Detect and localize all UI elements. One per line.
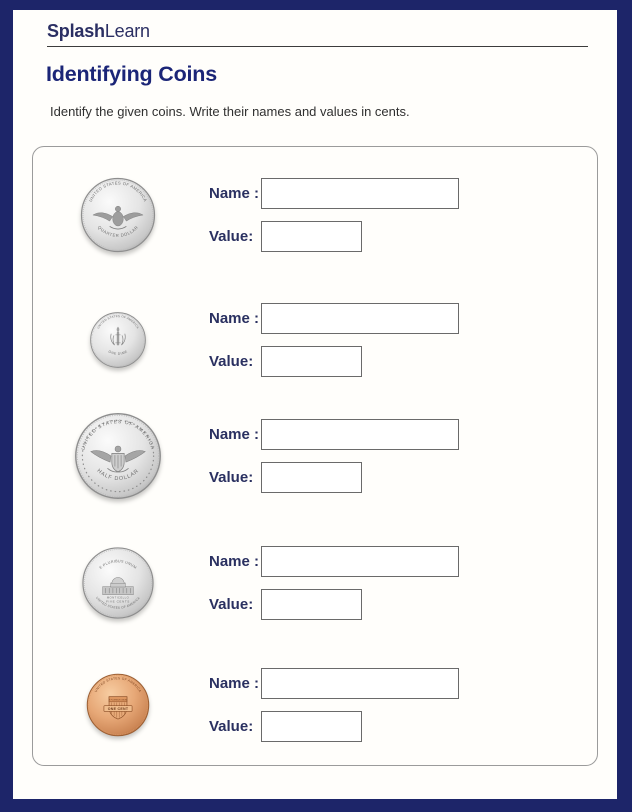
- instruction-text: Identify the given coins. Write their names and values in cents.: [50, 104, 410, 119]
- name-label: Name :: [209, 553, 260, 570]
- coin-inscription-bottom: ONE DIME: [107, 349, 129, 356]
- page-title: Identifying Coins: [46, 62, 217, 86]
- dime-coin-image: [90, 312, 147, 369]
- name-input[interactable]: [261, 178, 459, 209]
- coin-inscription-top: E PLURIBUS UNUM: [98, 559, 138, 570]
- questions-card: [32, 146, 598, 766]
- coin-inscription-top: UNITED STATES OF AMERICA: [96, 314, 140, 330]
- name-label: Name :: [209, 675, 260, 692]
- worksheet-page: [13, 10, 617, 799]
- coin-inscription-top: UNITED STATES OF AMERICA: [87, 180, 149, 203]
- answer-fields: [209, 303, 459, 377]
- answer-fields: [209, 178, 459, 252]
- coin-row-quarter: [33, 178, 597, 252]
- coin-inscription-bottom: QUARTER DOLLAR: [96, 224, 140, 238]
- value-input[interactable]: [261, 221, 362, 252]
- coin-inscription-bottom: UNITED STATES OF AMERICA: [95, 595, 141, 610]
- nickel-coin-image: [82, 547, 155, 620]
- name-label: Name :: [209, 426, 260, 443]
- quarter-coin-image: [80, 177, 156, 253]
- header-divider: [47, 46, 588, 47]
- penny-coin-image: [86, 673, 150, 737]
- answer-fields: [209, 546, 459, 620]
- name-input[interactable]: [261, 303, 459, 334]
- logo-learn-text: Learn: [104, 21, 150, 41]
- value-input[interactable]: [261, 346, 362, 377]
- coin-row-penny: [33, 668, 597, 742]
- value-label: Value:: [209, 596, 254, 613]
- name-input[interactable]: [261, 668, 459, 699]
- value-label: Value:: [209, 228, 254, 245]
- value-input[interactable]: [261, 711, 362, 742]
- name-label: Name :: [209, 310, 260, 327]
- value-label: Value:: [209, 718, 254, 735]
- coin-row-half-dollar: [33, 419, 597, 493]
- value-input[interactable]: [261, 589, 362, 620]
- coin-inscription-monticello: MONTICELLO: [106, 595, 130, 600]
- logo-splash-text: Splash: [47, 21, 105, 41]
- name-input[interactable]: [261, 546, 459, 577]
- value-label: Value:: [209, 469, 254, 486]
- value-input[interactable]: [261, 462, 362, 493]
- coin-inscription-top: UNITED STATES OF AMERICA: [81, 420, 155, 451]
- coin-inscription-top: UNITED STATES OF AMERICA: [93, 676, 143, 693]
- coin-inscription-banner: ONE CENT: [107, 706, 129, 711]
- splashlearn-logo: [47, 21, 150, 42]
- answer-fields: [209, 668, 459, 742]
- coin-inscription-bottom: HALF DOLLAR: [95, 468, 141, 483]
- half-dollar-coin-image: [74, 412, 162, 500]
- coin-row-dime: [33, 303, 597, 377]
- coin-inscription-five-cents: FIVE CENTS: [106, 599, 130, 604]
- name-label: Name :: [209, 185, 260, 202]
- coin-row-nickel: [33, 546, 597, 620]
- value-label: Value:: [209, 353, 254, 370]
- name-input[interactable]: [261, 419, 459, 450]
- coin-inscription-band: E PLURIBUS UNUM: [108, 699, 128, 702]
- answer-fields: [209, 419, 459, 493]
